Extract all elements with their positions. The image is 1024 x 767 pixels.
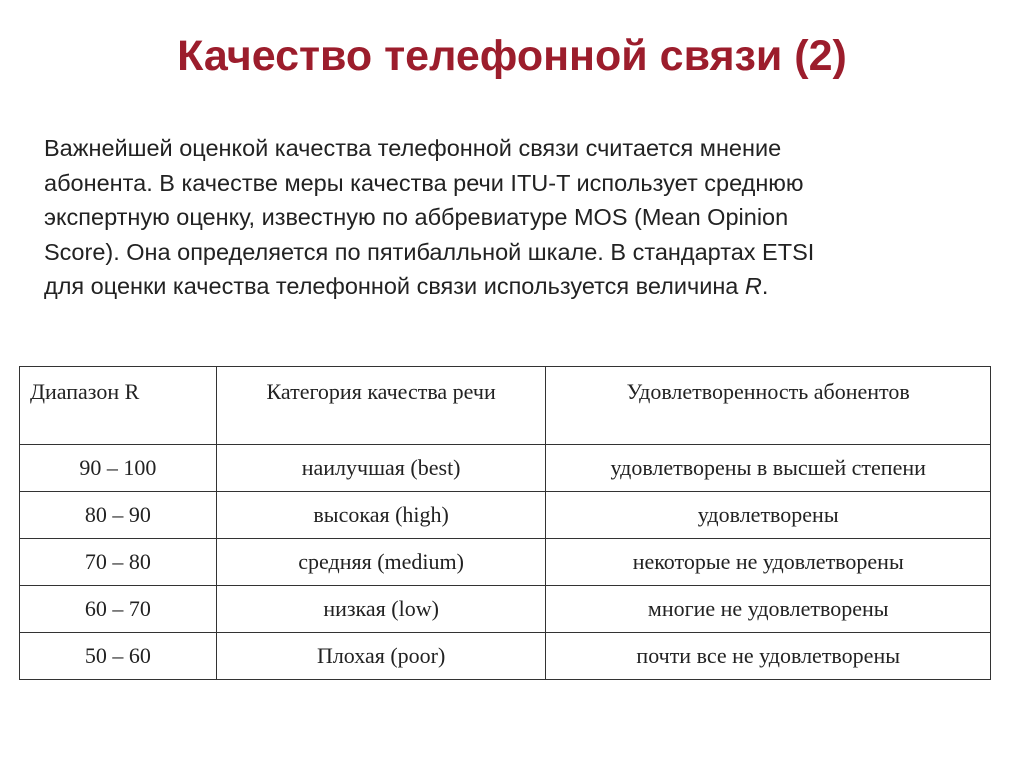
- variable-r: R: [744, 273, 762, 299]
- cell-category: низкая (low): [216, 586, 546, 633]
- table-row: [20, 633, 991, 680]
- intro-line: абонента. В качестве меры качества речи ITU-T использует среднюю: [44, 169, 804, 196]
- table-row: [20, 539, 991, 586]
- cell-category: средняя (medium): [216, 539, 546, 586]
- table-header-row: [20, 367, 991, 445]
- header-category: Категория качества речи: [216, 367, 546, 445]
- intro-line: экспертную оценку, известную по аббревиатуре MOS (Mean Opinion: [44, 204, 789, 230]
- intro-line: Важнейшей оценкой качества телефонной связи считается мнение: [44, 135, 782, 161]
- cell-category: Плохая (poor): [216, 633, 546, 680]
- intro-line: [44, 269, 984, 304]
- quality-table: [19, 366, 991, 680]
- table-row: [20, 586, 991, 633]
- intro-period: .: [761, 273, 769, 299]
- cell-satisfaction: удовлетворены в высшей степени: [546, 445, 991, 492]
- cell-satisfaction: некоторые не удовлетворены: [546, 539, 991, 586]
- cell-range: 60 – 70: [20, 586, 217, 633]
- header-satisfaction: Удовлетворенность абонентов: [546, 367, 991, 445]
- cell-range: 90 – 100: [20, 445, 217, 492]
- cell-range: 50 – 60: [20, 633, 217, 680]
- cell-range: 70 – 80: [20, 539, 217, 586]
- cell-satisfaction: почти все не удовлетворены: [546, 633, 991, 680]
- cell-satisfaction: удовлетворены: [546, 492, 991, 539]
- table-row: [20, 492, 991, 539]
- slide-title: Качество телефонной связи (2): [177, 32, 847, 80]
- intro-paragraph: [44, 131, 984, 304]
- cell-range: 80 – 90: [20, 492, 217, 539]
- cell-category: наилучшая (best): [216, 445, 546, 492]
- header-range: Диапазон R: [20, 367, 217, 445]
- cell-category: высокая (high): [216, 492, 546, 539]
- cell-satisfaction: многие не удовлетворены: [546, 586, 991, 633]
- table-row: [20, 445, 991, 492]
- intro-line: Score). Она определяется по пятибалльной шкале. В стандартах ETSI: [44, 238, 815, 265]
- intro-text: для оценки качества телефонной связи используется величина: [44, 273, 745, 299]
